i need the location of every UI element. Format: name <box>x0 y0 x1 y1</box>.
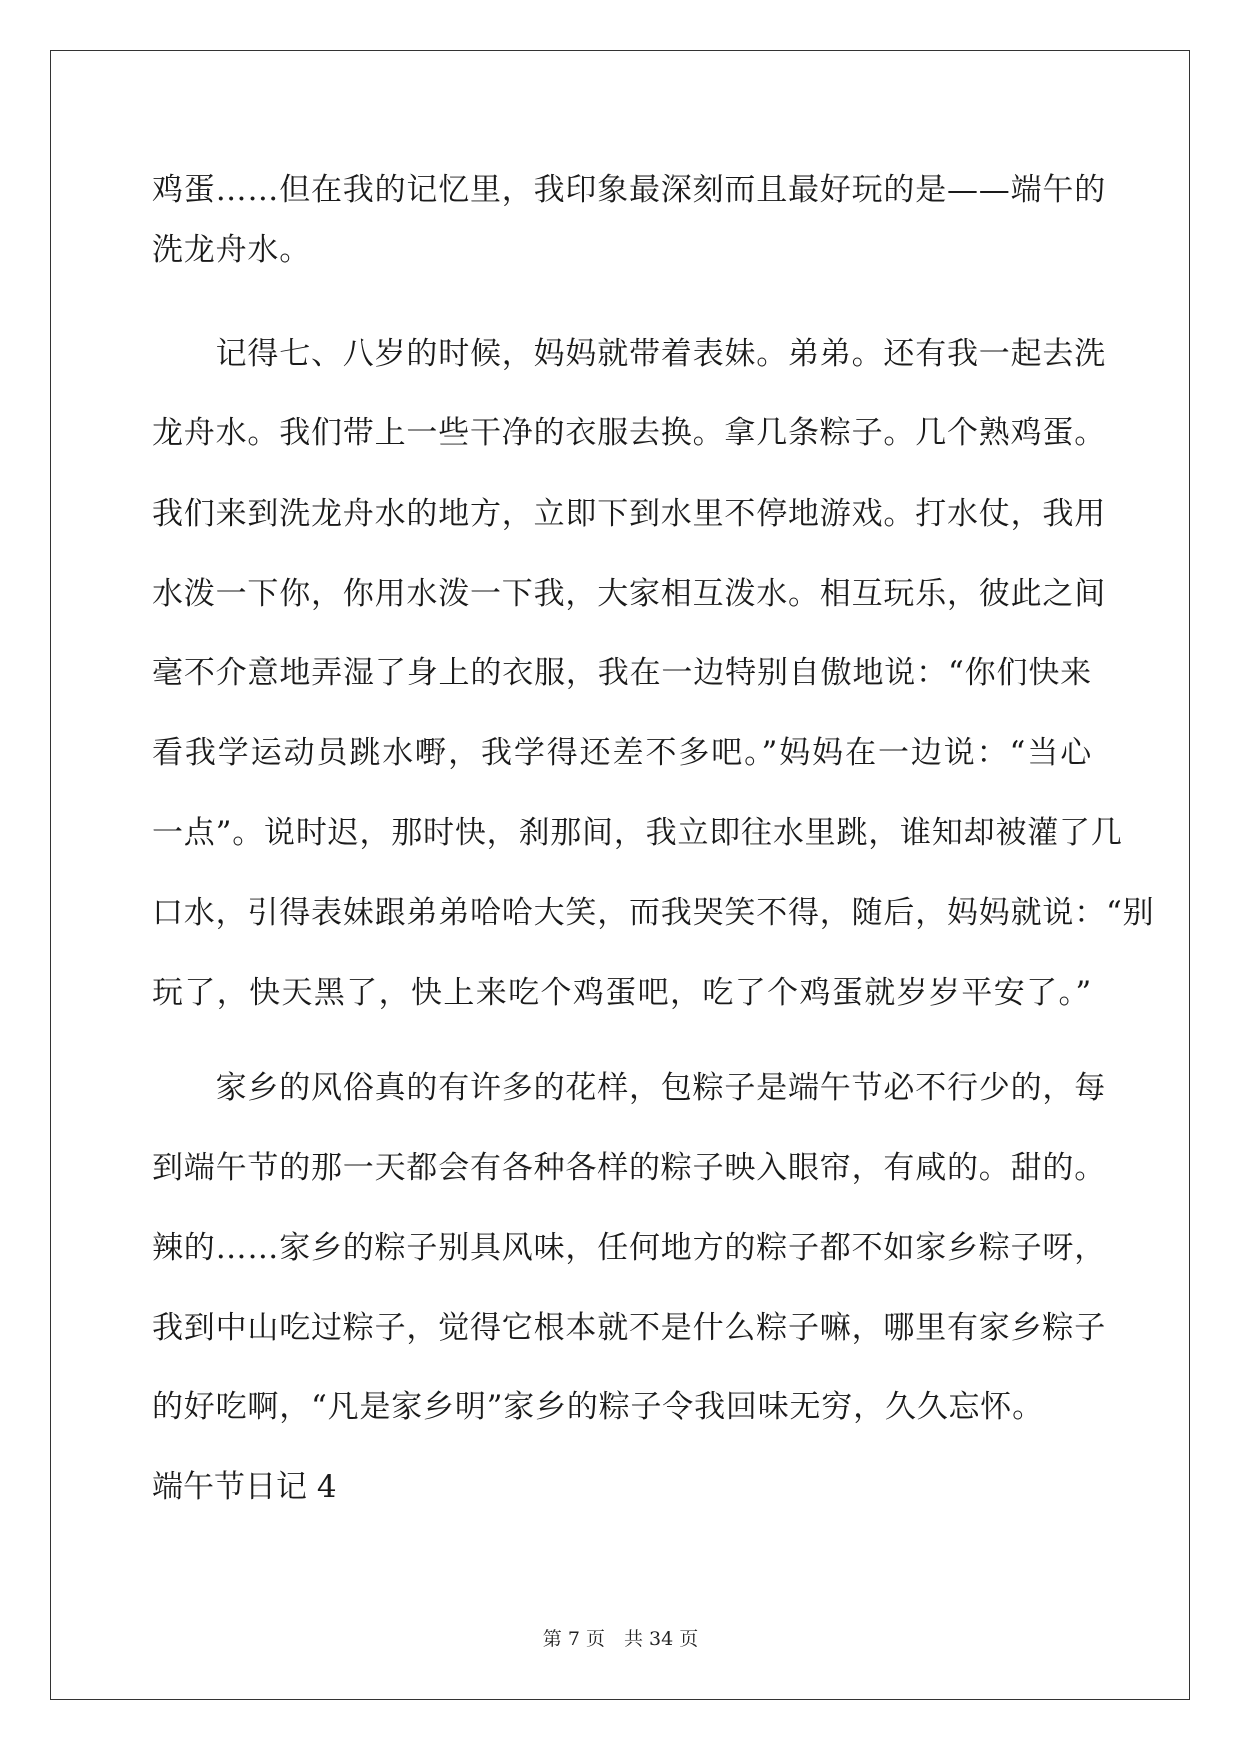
text-line: 口水，引得表妹跟弟弟哈哈大笑，而我哭笑不得，随后，妈妈就说：“别 <box>152 895 1155 931</box>
text-line: 水泼一下你，你用水泼一下我，大家相互泼水。相互玩乐，彼此之间 <box>152 576 1106 612</box>
text-line: 洗龙舟水。 <box>152 232 311 268</box>
text-line: 辣的……家乡的粽子别具风味，任何地方的粽子都不如家乡粽子呀， <box>152 1230 1106 1266</box>
text-line: 我到中山吃过粽子，觉得它根本就不是什么粽子嘛，哪里有家乡粽子 <box>152 1310 1106 1346</box>
text-line: 鸡蛋……但在我的记忆里，我印象最深刻而且最好玩的是——端午的 <box>152 172 1106 208</box>
text-line: 我们来到洗龙舟水的地方，立即下到水里不停地游戏。打水仗，我用 <box>152 496 1106 532</box>
text-line: 玩了，快天黑了，快上来吃个鸡蛋吧，吃了个鸡蛋就岁岁平安了。” <box>152 975 1092 1011</box>
text-line: 记得七、八岁的时候，妈妈就带着表妹。弟弟。还有我一起去洗 <box>152 336 1106 372</box>
text-line: 一点”。说时迟，那时快，刹那间，我立即往水里跳，谁知却被灌了几 <box>152 815 1123 851</box>
page-border <box>50 50 1190 1700</box>
text-line: 到端午节的那一天都会有各种各样的粽子映入眼帘，有咸的。甜的。 <box>152 1150 1106 1186</box>
page-footer: 第 7 页 共 34 页 <box>542 1628 699 1650</box>
text-line: 龙舟水。我们带上一些干净的衣服去换。拿几条粽子。几个熟鸡蛋。 <box>152 415 1106 451</box>
text-line: 的好吃啊，“凡是家乡明”家乡的粽子令我回味无穷，久久忘怀。 <box>152 1389 1044 1425</box>
text-line: 家乡的风俗真的有许多的花样，包粽子是端午节必不行少的，每 <box>152 1070 1106 1106</box>
text-line: 毫不介意地弄湿了身上的衣服，我在一边特别自傲地说：“你们快来 <box>152 655 1092 691</box>
section-heading: 端午节日记 4 <box>152 1469 337 1505</box>
text-line: 看我学运动员跳水嘢，我学得还差不多吧。”妈妈在一边说：“当心 <box>152 735 1092 771</box>
